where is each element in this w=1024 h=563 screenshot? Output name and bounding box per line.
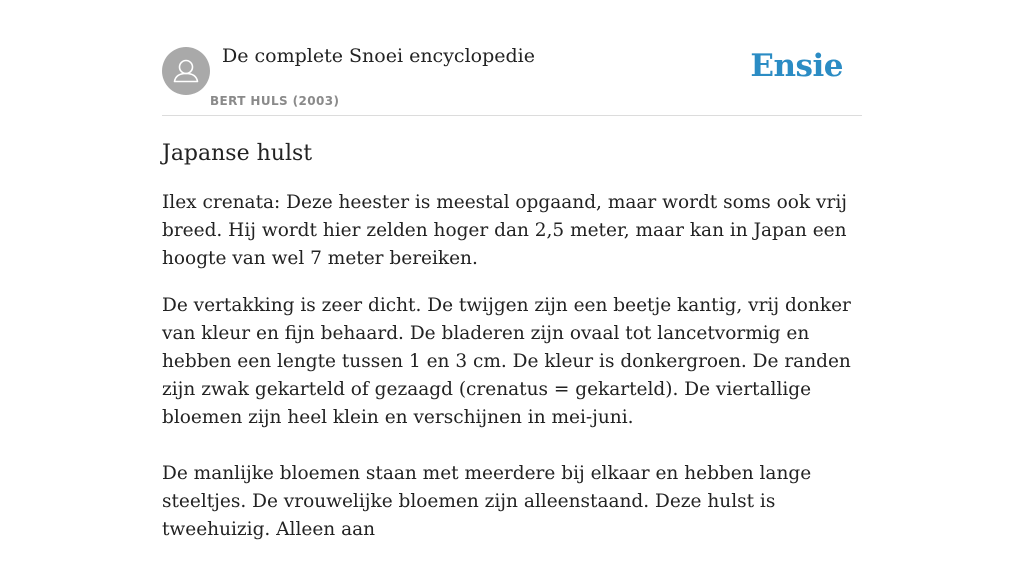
article-title: Japanse hulst [162, 141, 313, 166]
header [162, 40, 862, 116]
book-title[interactable]: De complete Snoei encyclopedie [222, 45, 535, 67]
article-paragraph: Ilex crenata: Deze heester is meestal opgaand, maar wordt soms ook vrij breed. Hij wordt hier zelden hoger dan 2,5 meter, maar kan in Japan een hoogte van wel 7 meter bereiken. [162, 192, 847, 269]
author-byline: BERT HULS (2003) [210, 94, 340, 108]
article [162, 138, 862, 563]
ensie-logo[interactable]: Ensie [750, 48, 843, 84]
article-paragraph: De manlijke bloemen staan met meerdere bij elkaar en hebben lange steeltjes. De vrouwelijke bloemen zijn alleenstaand. Deze hulst is tweehuizig. Alleen aan [162, 463, 812, 540]
article-paragraph: De vertakking is zeer dicht. De twijgen zijn een beetje kantig, vrij donker van kleur en fijn behaard. De bladeren zijn ovaal tot lancetvormig en hebben een lengte tussen 1 en 3 cm. De kleur is donkergroen. De randen zijn zwak gekarteld of gezaagd (crenatus = gekarteld). De viertallige bloemen zijn heel klein en verschijnen in mei-juni. [162, 295, 851, 428]
user-avatar-icon [162, 47, 210, 95]
